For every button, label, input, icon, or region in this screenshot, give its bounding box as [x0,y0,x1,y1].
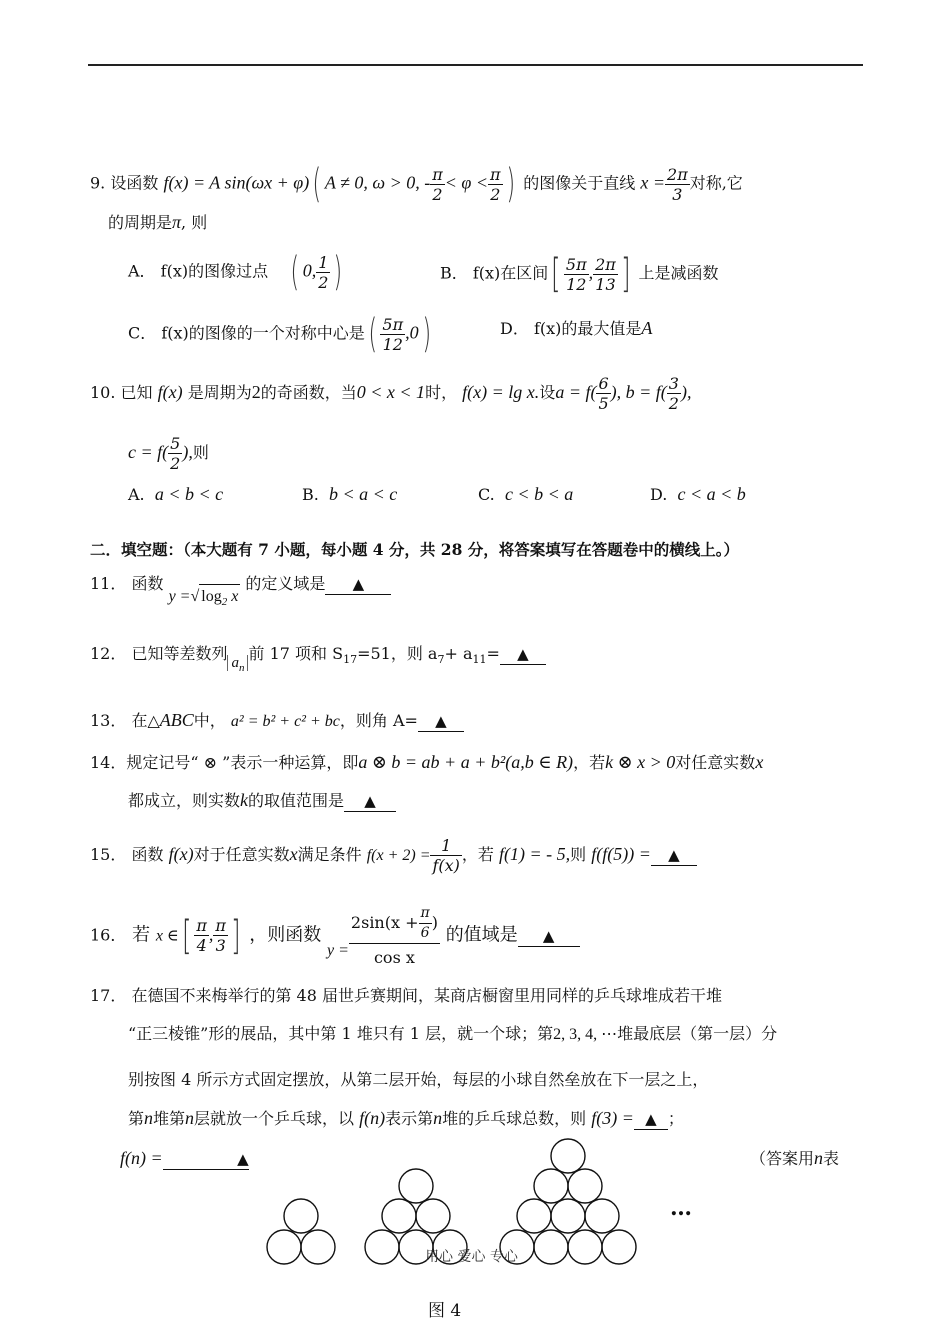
ball [534,1169,568,1203]
q9-xeq: x = [640,172,666,193]
q14-line1: 14．规定记号“ ⊗ ”表示一种运算，即a ⊗ b = ab + a + b²(a,b ∈ R)，若k ⊗ x > 0对任意实数x [90,752,764,772]
ball [399,1169,433,1203]
ellipsis: … [670,1195,692,1221]
q9-cond-mid: < φ < [444,172,489,193]
q16: 16． 若 x ∈[ $\frac{\pi}{4}$ , $\frac{\pi}{3}$ ] ，则函数 y = 2sin(x + $\frac{\pi}{6}$ ) cos x 的值域是 ▲ [90,904,580,967]
ball [416,1199,450,1233]
ball [568,1169,602,1203]
q11-answer-blank[interactable]: ▲ [325,574,391,595]
paren-open: ( [312,161,322,207]
q17-line5-tail: （答案用n表 [750,1148,840,1168]
ball [568,1230,602,1264]
q10-option-d: D. c < a < b [650,484,746,504]
q12-answer-blank[interactable]: ▲ [500,644,546,665]
q17-fn-blank[interactable]: ▲ [163,1149,249,1170]
ball [267,1230,301,1264]
q17-line1: 17． 在德国不来梅举行的第 48 届世乒赛期间，某商店橱窗里用同样的乒乓球堆成若干堆 [90,986,723,1005]
ball [301,1230,335,1264]
q12: 12． 已知等差数列 $a_n$前 17 项和 $S_{17}=51$，则 $a_7+ a_{11}=$ ▲ [90,642,546,672]
q9-cond: A ≠ 0, ω > 0, - [324,172,431,193]
q10-line1: 10. 已知 f(x) 是周期为2的奇函数，当0 < x < 1时， f(x) = lg x.设a = f( $\frac{6}{5}$ ), b = f( $\frac{3}{2}$ ), [90,374,692,413]
q9-tail2: 对称,它 [689,173,743,193]
q15-answer-blank[interactable]: ▲ [651,845,697,866]
ball [534,1230,568,1264]
q9-frac-pi2: $\frac{\pi}{2}$ [432,164,443,204]
ball [602,1230,636,1264]
ball [551,1139,585,1173]
q14-line2: 都成立，则实数k的取值范围是 ▲ [128,788,396,813]
q9-option-d: D． f(x)的最大值是A [500,318,653,338]
ball [517,1199,551,1233]
q9-option-a: A． f(x)的图像过点 ( 0, $\frac{1}{2}$ ) [128,249,343,295]
q9-lead: 设函数 [110,173,159,193]
q9-option-c: C． f(x)的图像的一个对称中心是( $\frac{5\pi}{12}$ ,0) [128,311,431,357]
q14-answer-blank[interactable]: ▲ [344,791,396,812]
q9-frac-2pi3: $\frac{2\pi}{3}$ [667,164,688,204]
q9-line2: 的周期是π, 则 [108,212,208,232]
ball [382,1199,416,1233]
ball [284,1199,318,1233]
q9-line1 [90,161,743,207]
q10-option-a: A. a < b < c [128,484,224,504]
q17-line5: f(n) = ▲ [120,1148,249,1168]
q9-number: 9. [90,173,106,193]
paren-close: ) [506,161,515,207]
header-rule [88,64,863,66]
q17-line2: “正三棱锥”形的展品，其中第 1 堆只有 1 层，就一个球；第2, 3, 4, ⋯堆最底层（第一层）分 [128,1024,778,1043]
q9-option-b: B． f(x)在区间[ $\frac{5\pi}{12}$ , $\frac{2\pi}{13}$ ] 上是减函数 [440,251,719,297]
q9-tail1: 的图像关于直线 [523,173,636,193]
q17-line4: 第n堆第n层就放一个乒乓球，以 f(n)表示第n堆的乒乓球总数，则 f(3) = ▲ ； [128,1108,684,1128]
q16-answer-blank[interactable]: ▲ [518,926,580,947]
ball [585,1199,619,1233]
ball [365,1230,399,1264]
q10-option-c: C. c < b < a [478,484,574,504]
q9-func: f(x) = A sin(ωx + φ) [163,172,310,193]
q17-line3: 别按图 4 所示方式固定摆放，从第二层开始，每层的小球自然垒放在下一层之上， [128,1070,709,1089]
q15: 15． 函数 f(x)对于任意实数x满足条件 f(x + 2) = $\frac{1}{f(x)}$ ，若 f(1) = - 5,则 f(f(5)) = ▲ [90,836,697,875]
figure-caption: 图 4 [428,1301,462,1321]
q13: 13． 在△ABC中， a² = b² + c² + bc，则角 A= ▲ [90,708,464,734]
q10-option-b: B. b < a < c [302,484,398,504]
q17-f3-blank[interactable]: ▲ [634,1109,668,1130]
section-2-heading: 二．填空题：（本大题有 7 小题，每小题 4 分，共 28 分，将答案填写在答题卷中的横线上。） [90,540,740,559]
ball [551,1199,585,1233]
q13-answer-blank[interactable]: ▲ [418,711,464,732]
watermark: 用心 爱心 专心 [425,1249,518,1265]
q10-line2: c = f( $\frac{5}{2}$ ),则 [128,434,209,473]
q11: 11． 函数 y =√ $\log_2 x$ 的定义域是 ▲ [90,572,391,602]
q9-frac-pi2b: $\frac{\pi}{2}$ [490,164,501,204]
